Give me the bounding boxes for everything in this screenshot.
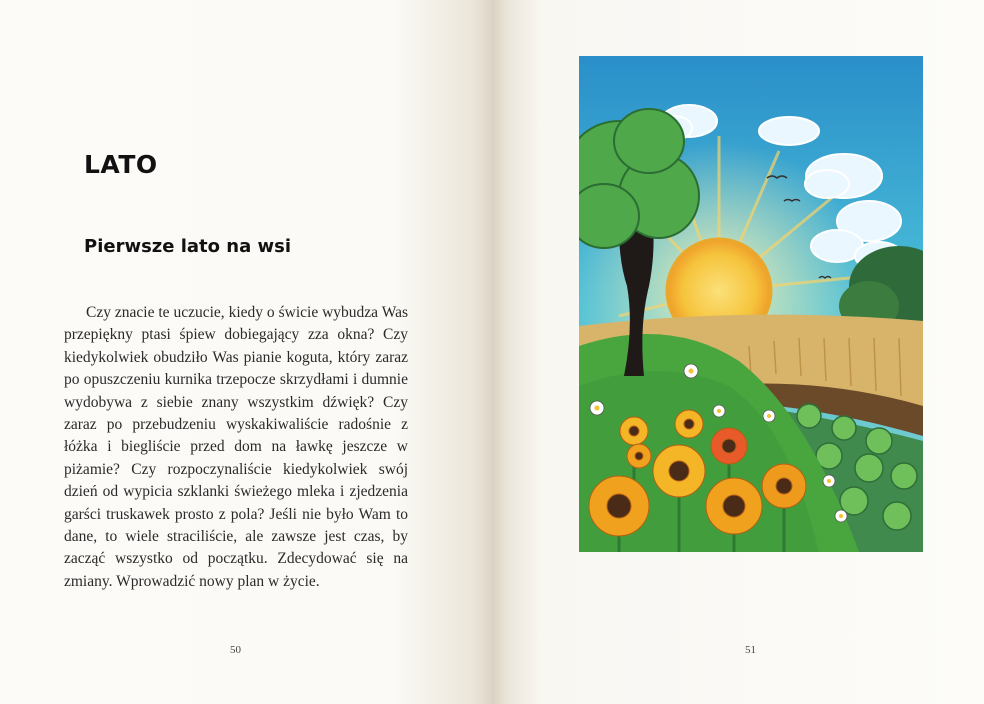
chapter-title: LATO (84, 150, 158, 179)
summer-landscape-illustration (579, 56, 923, 552)
body-paragraph: Czy znacie te uczucie, kiedy o świcie wybudza Was przepiękny ptasi śpiew dobiegający zza okna? Czy kiedykolwiek obudziło Was pianie koguta, który zaraz po opuszczeniu kurnika trzepocze skrzydłami i dumnie wydobywa z siebie znany wszystkim dźwięk? Czy zaraz po przebudzeniu wyskakiwaliście radośnie z łóżka i biegliście przed dom na ławkę jeszcze w piżamie? Czy rozpoczynaliście kiedykolwiek swój dzień od wypicia szklanki świeżego mleka i zjedzenia garści truskawek prosto z pola? Jeśli nie było Wam to dane, to wiele straciliście, ale zawsze jest czas, by zacząć wszystko od początku. Zdecydować się na zmiany. Wprowadzić nowy plan w życie. (64, 304, 408, 590)
chapter-subtitle: Pierwsze lato na wsi (84, 236, 292, 257)
page-number-left: 50 (230, 644, 241, 656)
page-number-right: 51 (745, 644, 756, 656)
